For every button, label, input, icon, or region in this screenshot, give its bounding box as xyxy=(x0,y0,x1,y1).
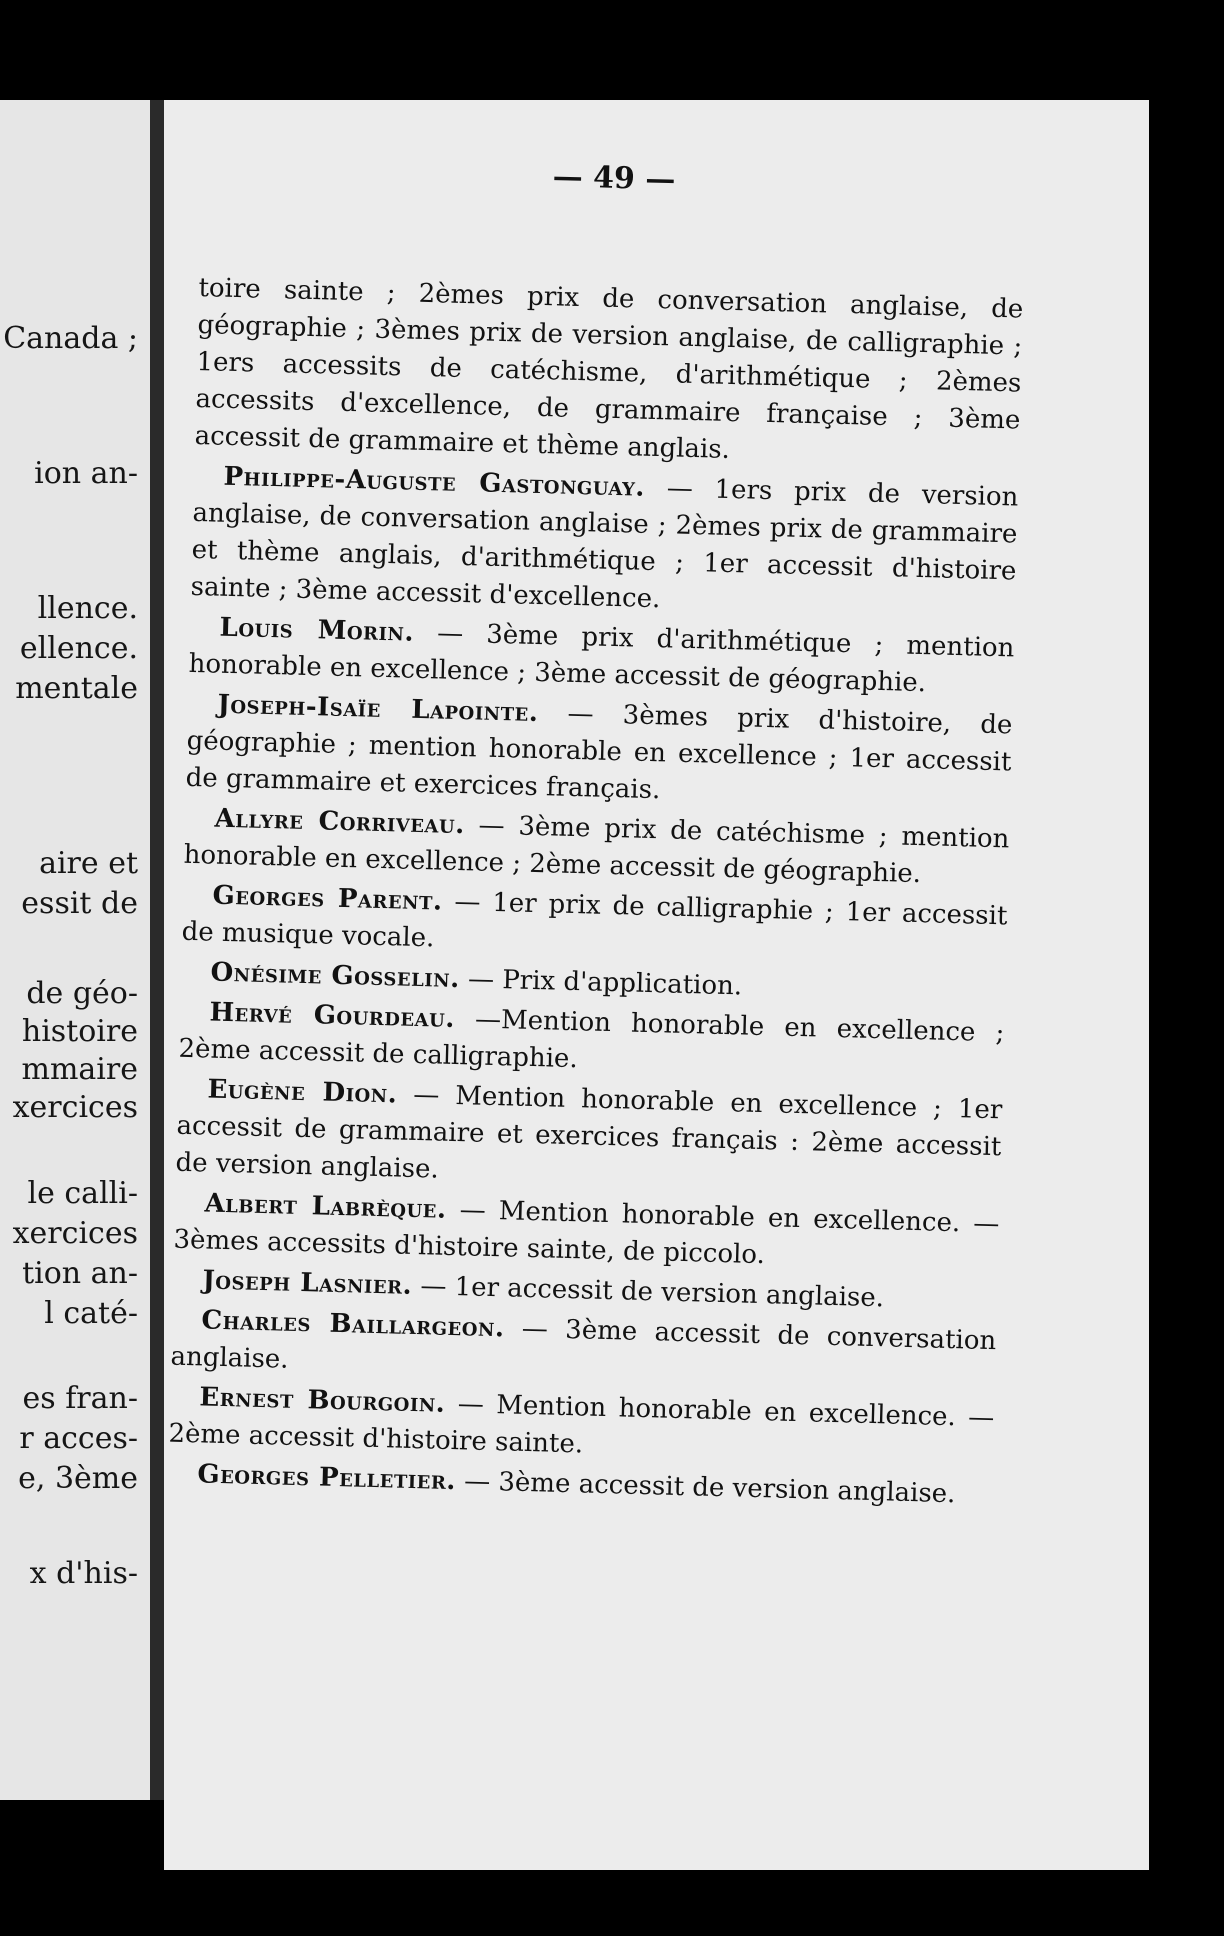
student-name: Hervé Gourdeau. xyxy=(209,997,456,1034)
left-line: Canada ; xyxy=(3,321,138,356)
award-text: — 3ème accessit de version anglaise. xyxy=(463,1466,956,1510)
award-text: — 3ème accessit de conversation anglaise. xyxy=(170,1313,997,1375)
award-text: — 1ers prix de version anglaise, de conversation anglaise ; 2èmes prix de grammaire et thème anglais, d'arithmétique ; 1er accessit d'histoire sainte ; 3ème accessit d'excellence. xyxy=(190,473,1019,615)
left-line: de géo- xyxy=(26,976,138,1011)
book-gutter xyxy=(150,100,164,1800)
student-name: Ernest Bourgoin. xyxy=(199,1382,446,1419)
left-line: llence. xyxy=(37,591,138,626)
award-text: — Mention honorable en excellence. — 2ème accessit d'histoire sainte. xyxy=(168,1389,995,1460)
opening-paragraph: toire sainte ; 2èmes prix de conversation anglaise, de géographie ; 3èmes prix de version anglaise, de calligraphie ; 1ers accessits de catéchisme, d'arithmétique ; 2èmes accessits d'excellence, de grammaire française ; 3ème accessit de grammaire et thème anglais. xyxy=(194,272,1024,465)
award-text: —Mention honorable en excellence ; 2ème accessit de calligraphie. xyxy=(178,1004,1005,1075)
left-line: l caté- xyxy=(44,1296,138,1331)
left-line: mentale xyxy=(15,671,138,706)
right-page xyxy=(164,100,1149,1870)
student-name: Georges Pelletier. xyxy=(197,1459,457,1497)
student-name: Georges Parent. xyxy=(212,880,443,917)
left-line: es fran- xyxy=(22,1381,138,1416)
student-name: Onésime Gosselin. xyxy=(210,957,461,995)
page-text-block xyxy=(167,159,1024,1517)
entry-paragraph xyxy=(185,686,1013,819)
student-name: Eugène Dion. xyxy=(207,1074,398,1110)
student-name: Louis Morin. xyxy=(219,612,415,648)
left-line: ion an- xyxy=(34,456,138,491)
left-line: histoire xyxy=(21,1014,138,1049)
left-line: ellence. xyxy=(19,631,138,666)
left-line: xercices xyxy=(12,1216,138,1251)
award-text: — 1er prix de calligraphie ; 1er accessit de musique vocale. xyxy=(181,886,1008,954)
left-line: r acces- xyxy=(19,1421,138,1456)
left-line: e, 3ème xyxy=(18,1461,138,1496)
entry-paragraph xyxy=(175,1071,1003,1204)
student-name: Philippe-Auguste Gastonguay. xyxy=(223,461,646,503)
student-name: Joseph Lasnier. xyxy=(202,1265,413,1301)
student-name: Joseph-Isaïe Lapointe. xyxy=(217,689,539,729)
award-text: — 3èmes prix d'histoire, de géographie ; mention honorable en excellence ; 1er accessit de grammaire et exercices français. xyxy=(185,698,1013,806)
student-name: Allyre Corriveau. xyxy=(214,803,466,841)
award-text: — 1er accessit de version anglaise. xyxy=(420,1271,885,1314)
entry-paragraph xyxy=(190,458,1019,628)
left-page-fragment xyxy=(0,100,150,1800)
page-number: — 49 — xyxy=(552,159,676,198)
left-line: x d'his- xyxy=(29,1556,138,1591)
award-text: — Prix d'application. xyxy=(467,964,743,1002)
award-text: — 3ème prix d'arithmétique ; mention honorable en excellence ; 3ème accessit de géographie. xyxy=(188,618,1015,699)
left-line: xercices xyxy=(12,1090,138,1125)
student-name: Charles Baillargeon. xyxy=(201,1305,505,1344)
award-text: — 3ème prix de catéchisme ; mention honorable en excellence ; 2ème accessit de géographie. xyxy=(183,810,1010,890)
award-text: — Mention honorable en excellence. — 3èmes accessits d'histoire sainte, de piccolo. xyxy=(173,1195,1000,1271)
left-line: aire et xyxy=(39,846,138,881)
award-text: — Mention honorable en excellence ; 1er accessit de grammaire et exercices français : 2ème accessit de version anglaise. xyxy=(175,1079,1003,1185)
left-line: tion an- xyxy=(22,1256,138,1291)
student-name: Albert Labrèque. xyxy=(204,1188,447,1225)
left-line: le calli- xyxy=(27,1176,138,1211)
left-line: essit de xyxy=(21,886,138,921)
left-line: mmaire xyxy=(21,1052,138,1087)
